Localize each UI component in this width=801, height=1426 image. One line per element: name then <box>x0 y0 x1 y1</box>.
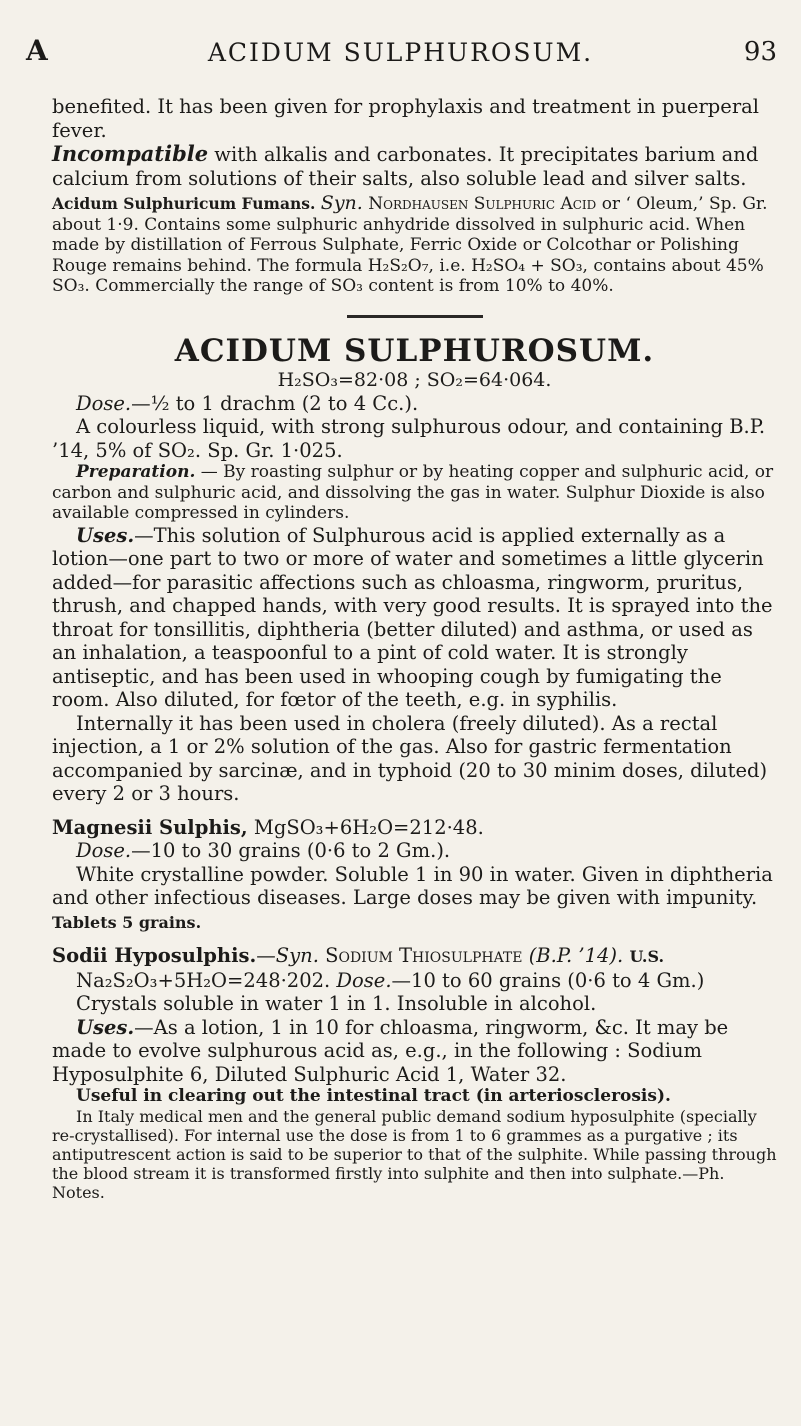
sodii-syn-value: Sodium Thiosulphate <box>325 944 523 967</box>
magnesii-formula: MgSO₃+6H₂O=212·48. <box>247 815 484 839</box>
sodii-dose-text: —10 to 60 grains (0·6 to 4 Gm.) <box>391 968 705 992</box>
dose-line <box>52 392 777 416</box>
sodii-note: In Italy medical men and the general public demand sodium hyposulphite (specially re-crystallised). For internal use the dose is from 1 to 6 grammes as a purgative ; its antiputrescent action is said to be superior to that of the sulphite. While passing through the blood stream it is transformed firstly into sulphite and then into sulphate.—Ph. Notes. <box>52 1106 777 1202</box>
description-paragraph: A colourless liquid, with strong sulphurous odour, and containing B.P. ’14, 5% of SO₂. Sp. Gr. 1·025. <box>52 415 766 462</box>
sodii-formula-line <box>52 969 777 993</box>
preparation-label: Preparation. <box>76 462 196 482</box>
uses-text: —This solution of Sulphurous acid is applied externally as a lotion—one part to two or more of water and sometimes a little glycerin added—for parasitic affections such as chloasma, ringworm, pruritus, thrush, and chapped hands, with very good results. It is sprayed into the throat for tonsillitis, diphtheria (better diluted) and asthma, or used as an inhalation, a teaspoonful to a pint of cold water. It is strongly antiseptic, and has been used in whooping cough by fumigating the room. Also diluted, for fœtor of the teeth, e.g. in syphilis. <box>52 523 773 711</box>
section-title: ACIDUM SULPHUROSUM. <box>174 332 655 369</box>
fumans-paragraph <box>52 193 777 297</box>
magnesii-description <box>52 863 777 935</box>
fumans-text: or ‘ Oleum,’ Sp. Gr. about 1·9. Contains some sulphuric anhydride dissolved in sulphuric acid. When made by distillation of Ferrous Sulphate, Ferric Oxide or Colcothar or Polishing Rouge remains behind. The formula H₂S₂O₇, i.e. H₂SO₄ + SO₃, contains about 45% SO₃. Commercially the range of SO₃ content is from 10% to 40%. <box>52 194 768 296</box>
magnesii-tablets: Tablets 5 grains. <box>52 912 202 932</box>
fumans-syn-value: Nordhausen Sulphuric Acid <box>368 194 597 214</box>
incompatible-label: Incompatible <box>52 141 209 166</box>
internal-paragraph: Internally it has been used in cholera (freely diluted). As a rectal injection, a 1 or 2% solution of the gas. Also for gastric fermentation accompanied by sarcinæ, and in typhoid (20 to 30 minim doses, diluted) every 2 or 3 hours. <box>52 711 768 805</box>
preparation-text: — By roasting sulphur or by heating copper and sulphuric acid, or carbon and sulphuric acid, and dissolving the gas in water. Sulphur Dioxide is also available compressed in cylinders. <box>52 462 774 523</box>
fumans-name: Acidum Sulphuricum Fumans. <box>52 194 316 213</box>
magnesii-dose-text: —10 to 30 grains (0·6 to 2 Gm.). <box>131 839 451 862</box>
preparation-paragraph <box>52 462 777 524</box>
corner-mark: A <box>26 34 48 67</box>
incompatible-text: with alkalis and carbonates. It precipitates barium and calcium from solutions of their salts, also soluble lead and silver salts. <box>52 143 759 190</box>
uses-label: Uses. <box>76 523 135 547</box>
dose-text: —½ to 1 drachm (2 to 4 Cc.). <box>131 391 419 415</box>
magnesii-dose-label: Dose. <box>76 839 132 862</box>
previous-paragraph: benefited. It has been given for prophylaxis and treatment in puerperal fever. <box>52 95 759 142</box>
magnesii-name: Magnesii Sulphis, <box>52 815 248 839</box>
dose-label: Dose. <box>76 391 132 415</box>
sodii-bp: (B.P. ’14). <box>528 944 624 967</box>
sodii-name: Sodii Hyposulphis. <box>52 944 257 967</box>
uses-paragraph <box>52 524 777 712</box>
section-formula: H₂SO₃=82·08 ; SO₂=64·064. <box>277 368 552 391</box>
page-number: 93 <box>743 37 777 67</box>
sodii-uses-paragraph <box>52 1016 777 1087</box>
sodii-us: U.S. <box>629 947 665 966</box>
sodii-heading: Sodii Hyposulphis.—Syn. Sodium Thiosulphate (B.P. ’14). U.S. <box>52 944 665 967</box>
sodii-useful: Useful in clearing out the intestinal tract (in arteriosclerosis). <box>76 1086 671 1106</box>
sodii-crystals: Crystals soluble in water 1 in 1. Insoluble in alcohol. <box>76 992 597 1015</box>
sodii-formula: Na₂S₂O₃+5H₂O=248·202. <box>76 968 331 992</box>
sodii-dose-label: Dose. <box>336 968 392 992</box>
magnesii-dose-line <box>52 839 777 863</box>
incompatible-paragraph <box>52 142 777 190</box>
magnesii-heading <box>52 816 777 840</box>
page-body <box>52 95 777 1202</box>
sodii-uses-label: Uses. <box>76 1015 135 1039</box>
fumans-syn-label: Syn. <box>320 192 363 214</box>
sodii-uses-text: —As a lotion, 1 in 10 for chloasma, ringworm, &c. It may be made to evolve sulphurous acid as, e.g., in the following : Sodium Hyposulphite 6, Diluted Sulphuric Acid 1, Water 32. <box>52 1015 729 1086</box>
section-divider <box>347 315 483 318</box>
running-title: ACIDUM SULPHUROSUM. <box>207 38 594 67</box>
magnesii-description-text: White crystalline powder. Soluble 1 in 90 in water. Given in diphtheria and other infectious diseases. Large doses may be given with impunity. <box>52 862 773 909</box>
sodii-syn-label: Syn. <box>275 944 319 967</box>
